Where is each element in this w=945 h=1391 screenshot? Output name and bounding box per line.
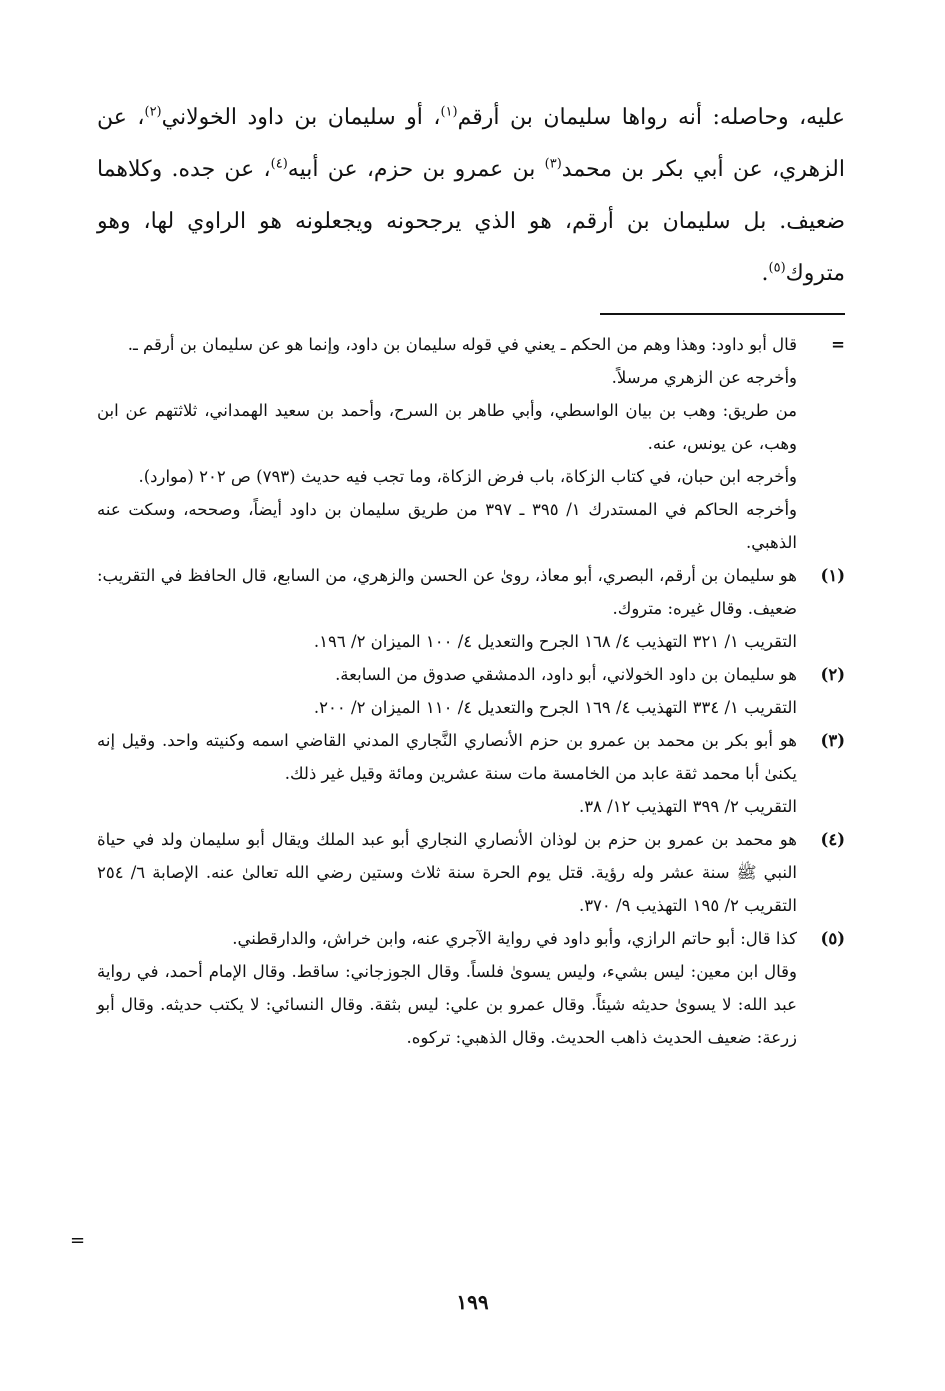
continuation-line: من طريق: وهب بن بيان الواسطي، وأبي طاهر بن السرح، وأحمد بن سعيد الهمداني، ثلاثتهم عن ابن وهب، عن يونس، عنه. [97,401,797,453]
footnote-line: هو محمد بن عمرو بن حزم بن لوذان الأنصاري النجاري أبو عبد الملك ويقال أبو سليمان ولد في حياة النبي ﷺ سنة عشر وله رؤية. قتل يوم الحرة سنة ثلاث وستين رضي الله تعالىٰ عنه. الإصابة ٦/ ٢٥٤ التقريب ٢/ ١٩٥ التهذيب ٩/ ٣٧٠. [97,830,797,915]
continuation-line: قال أبو داود: وهذا وهم من الحكم ـ يعني في قوله سليمان بن داود، وإنما هو عن سليمان بن أرقم ـ. [127,335,797,354]
footnote-ref[interactable]: (٣) [544,156,562,172]
continuation-extra [97,394,797,559]
footnote-body [97,559,797,658]
main-text-segment: بن عمرو بن حزم، عن أبيه [287,157,545,182]
main-paragraph [97,92,845,300]
footnote-label: (٥) [820,929,845,948]
continuation-body [97,328,797,394]
footnote-ref[interactable]: (١) [440,104,458,120]
footnote-4 [97,823,845,922]
footnote-body [97,922,797,955]
footnotes [97,328,845,1054]
footnote-line: هو سليمان بن أرقم، البصري، أبو معاذ، روىٰ عن الحسن والزهري، من السابع، قال الحافظ في التقريب: ضعيف. وقال غيره: متروك. [97,566,797,618]
footnote-continuation [97,328,845,394]
footnote-line: هو أبو بكر بن محمد بن عمرو بن حزم الأنصاري النَّجاري المدني القاضي اسمه وكنيته واحد. وقيل إنه يكنىٰ أبا محمد ثقة عابد من الخامسة مات سنة عشرين ومائة وقيل غير ذلك. [97,731,797,783]
footnote-label: (٤) [820,830,845,849]
footnote-2 [97,658,845,724]
footnote-ref[interactable]: (٢) [144,104,162,120]
footnote-ref[interactable]: (٥) [768,260,786,276]
continuation-marker: = [831,335,845,354]
main-text [97,92,845,300]
footnote-line: وقال ابن معين: ليس بشيء، وليس يسوىٰ فلساً. وقال الجوزجاني: ساقط. وقال الإمام أحمد، في رواية عبد الله: لا يسوىٰ حديثه شيئاً. وقال عمرو بن علي: ليس بثقة. وقال النسائي: لا يكتب حديثه. وقال أبو زرعة: ضعيف الحديث ذاهب الحديث. وقال الذهبي: تركوه. [97,962,797,1047]
footnote-line: كذا قال: أبو حاتم الرازي، وأبو داود في رواية الآجري عنه، وابن خراش، والدارقطني. [232,929,797,948]
main-text-segment: عليه، وحاصله: أنه رواها سليمان بن أرقم [457,105,846,130]
footnote-line: التقريب ١/ ٣٢١ التهذيب ٤/ ١٦٨ الجرح والتعديل ٤/ ١٠٠ الميزان ٢/ ١٩٦. [313,632,797,651]
footnote-body [97,823,797,922]
footnote-5 [97,922,845,955]
footnote-divider [600,313,845,315]
footnote-line: التقريب ٢/ ٣٩٩ التهذيب ١٢/ ٣٨. [578,797,797,816]
footnote-label: (١) [820,566,845,585]
main-text-segment: ، عن جده. وكلاهما ضعيف. بل سليمان بن أرقم، هو الذي يرجحونه ويجعلونه هو الراوي لها، وهو متروك [97,157,845,286]
footnote-1 [97,559,845,658]
continuation-line: وأخرجه الحاكم في المستدرك ١/ ٣٩٥ ـ ٣٩٧ من طريق سليمان بن داود أيضاً، وصححه، وسكت عنه الذهبي. [97,500,798,552]
footnote-3 [97,724,845,823]
footnote-body [97,724,797,823]
continues-marker: = [70,1230,86,1251]
continuation-line: وأخرجه ابن حبان، في كتاب الزكاة، باب فرض الزكاة، وما تجب فيه حديث (٧٩٣) ص ٢٠٢ (موارد). [138,467,797,486]
footnote-ref[interactable]: (٤) [270,156,288,172]
main-text-segment: . [761,261,769,286]
footnote-5-extra [97,955,797,1054]
footnote-label: (٣) [820,731,845,750]
page-number: ١٩٩ [456,1290,489,1314]
footnote-body [97,658,797,724]
main-text-segment: ، أو سليمان بن داود الخولاني [161,105,441,130]
footnote-line: هو سليمان بن داود الخولاني، أبو داود، الدمشقي صدوق من السابعة. [335,665,797,684]
continuation-line: وأخرجه عن الزهري مرسلاً. [611,368,797,387]
main-text-segment: ، عن الزهري، عن أبي بكر بن محمد [97,105,845,182]
footnote-line: التقريب ١/ ٣٣٤ التهذيب ٤/ ١٦٩ الجرح والتعديل ٤/ ١١٠ الميزان ٢/ ٢٠٠. [313,698,797,717]
footnote-label: (٢) [820,665,845,684]
